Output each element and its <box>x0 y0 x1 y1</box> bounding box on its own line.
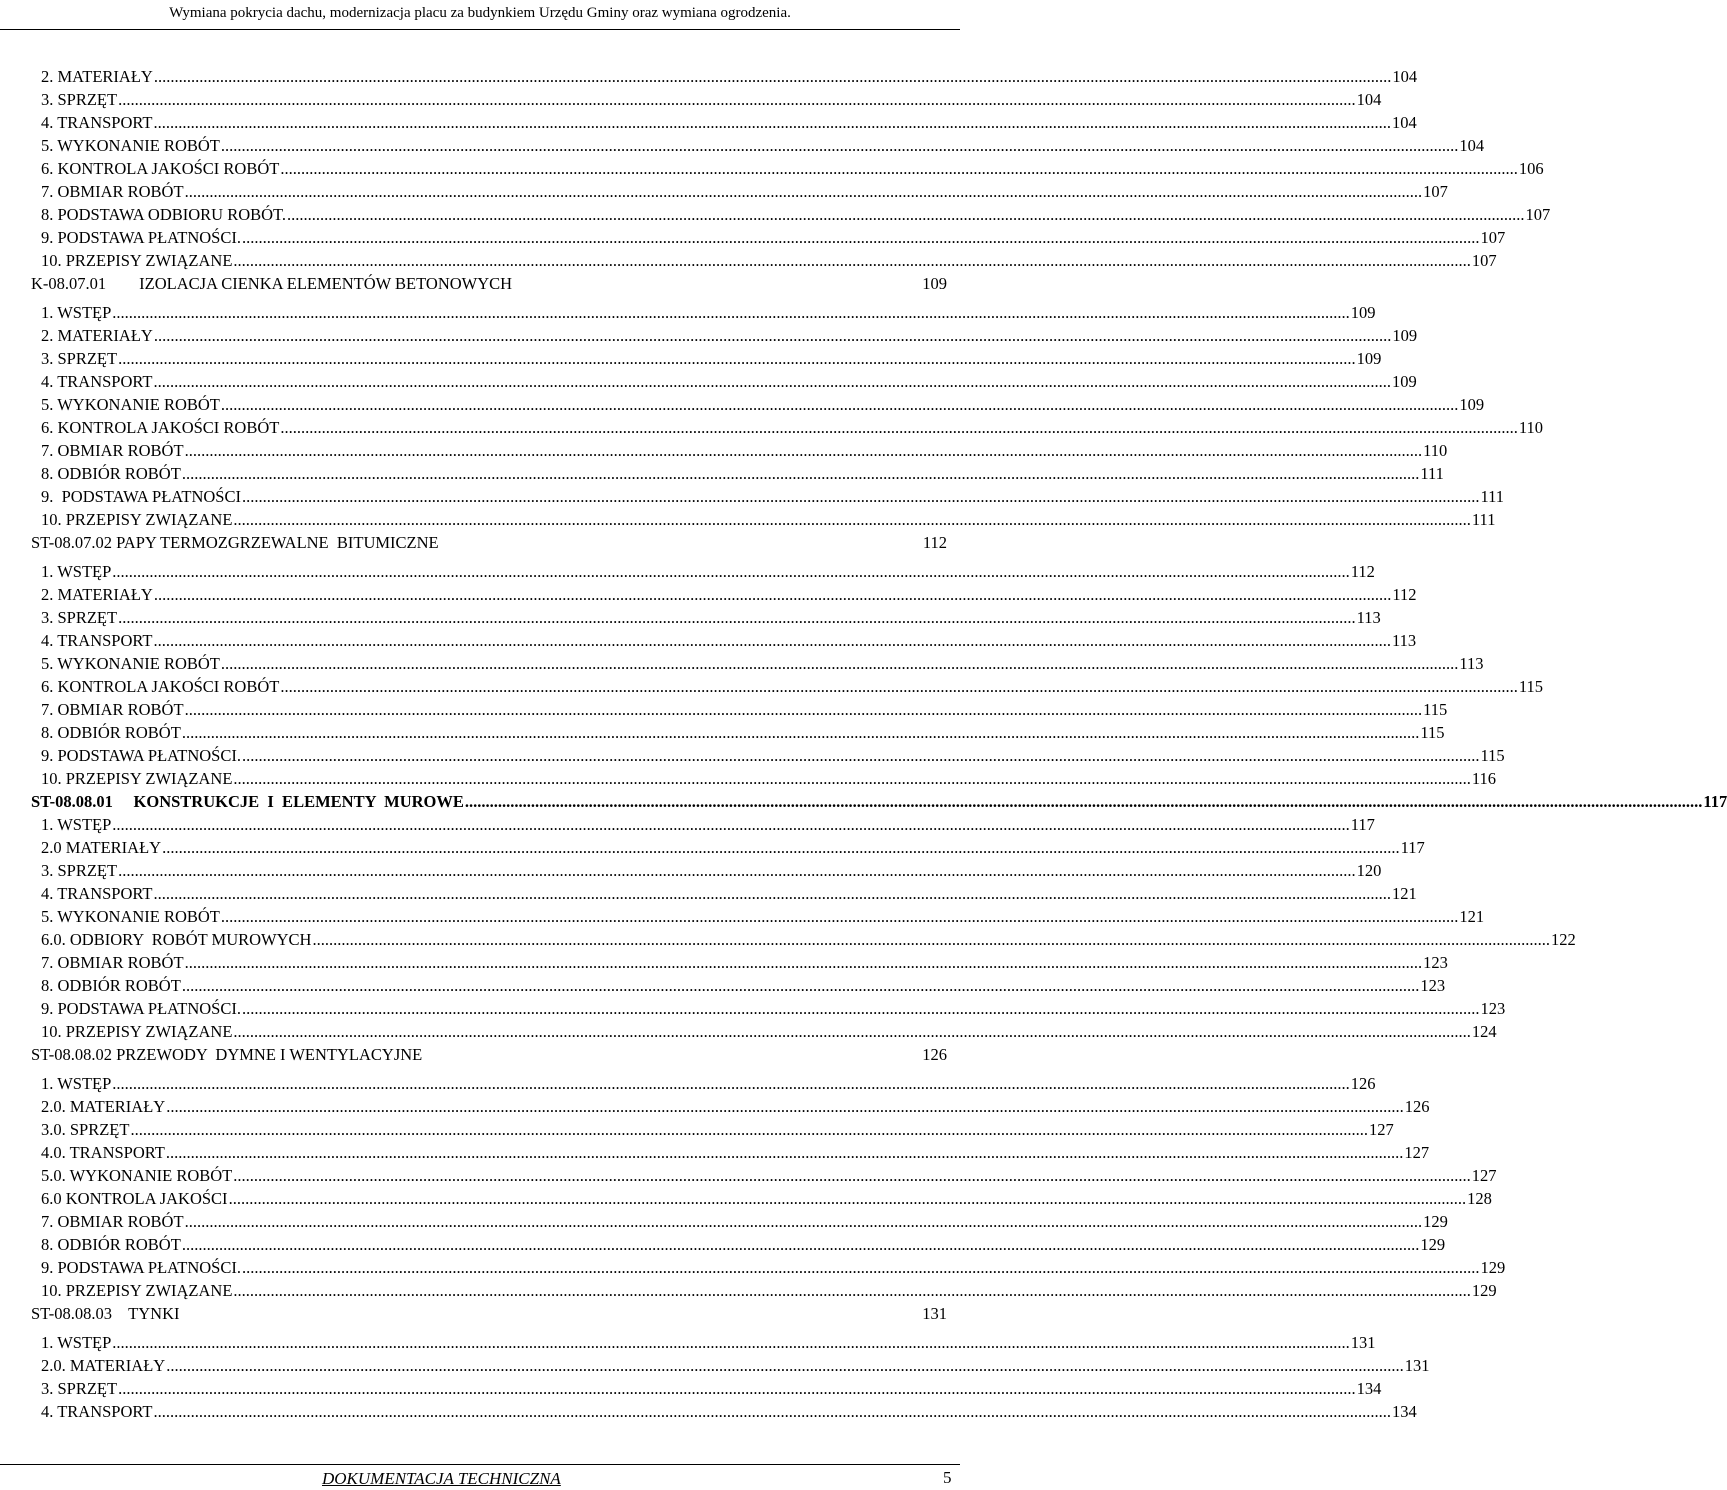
toc-label: 10. PRZEPISY ZWIĄZANE <box>41 251 233 270</box>
toc-leader-dots: ............................................................................................................................................................................................................................................................................................................ <box>184 441 1423 460</box>
toc-label: 4. TRANSPORT <box>41 1402 153 1421</box>
toc-entry <box>41 860 1382 882</box>
toc-entry <box>41 630 1417 652</box>
toc-leader-dots: ............................................................................................................................................................................................................................................................................................................ <box>233 1281 1471 1300</box>
toc-label: 8. PODSTAWA ODBIORU ROBÓT. <box>41 205 287 224</box>
toc-label: 8. ODBIÓR ROBÓT <box>41 464 181 483</box>
toc-leader-dots: ............................................................................................................................................................................................................................................................................................................ <box>181 1235 1420 1254</box>
toc-label: 9. PODSTAWA PŁATNOŚCI. <box>41 228 241 247</box>
toc-label: 1. WSTĘP <box>41 1074 112 1093</box>
toc-label: 2. MATERIAŁY <box>41 585 153 604</box>
toc-page-number: 110 <box>1518 418 1543 437</box>
toc-leader-dots: ............................................................................................................................................................................................................................................................................................................ <box>112 303 1350 322</box>
toc-leader-dots: ............................................................................................................................................................................................................................................................................................................ <box>220 907 1459 926</box>
toc-label: 2.0 MATERIAŁY <box>41 838 162 857</box>
toc-leader-dots: ............................................................................................................................................................................................................................................................................................................ <box>184 953 1423 972</box>
toc-label: 9. PODSTAWA PŁATNOŚCI. <box>41 999 241 1018</box>
toc-leader-dots: ............................................................................................................................................................................................................................................................................................................ <box>130 1120 1368 1139</box>
toc-page-number: 131 <box>1404 1356 1430 1375</box>
toc-page-number: 109 <box>922 274 947 293</box>
toc-page-number: 107 <box>1471 251 1497 270</box>
toc-page-number: 109 <box>1350 303 1376 322</box>
toc-label: 5. WYKONANIE ROBÓT <box>41 395 220 414</box>
toc-page-number: 129 <box>1480 1258 1506 1277</box>
toc-entry <box>41 1401 1417 1423</box>
toc-entry <box>41 1355 1430 1377</box>
toc-entry <box>41 722 1445 744</box>
toc-page-number: 123 <box>1480 999 1506 1018</box>
toc-entry <box>41 1119 1394 1141</box>
toc-section-heading <box>31 1044 947 1066</box>
toc-page-number: 117 <box>1350 815 1375 834</box>
toc-section-heading <box>31 1303 947 1325</box>
toc-label: 9. PODSTAWA PŁATNOŚCI <box>41 487 241 506</box>
toc-page-number: 124 <box>1471 1022 1497 1041</box>
toc-leader-dots: ............................................................................................................................................................................................................................................................................................................ <box>233 251 1471 270</box>
toc-leader-dots: ............................................................................................................................................................................................................................................................................................................ <box>184 700 1423 719</box>
toc-label: 10. PRZEPISY ZWIĄZANE <box>41 1281 233 1300</box>
toc-page-number: 115 <box>1518 677 1543 696</box>
toc-label: 4.0. TRANSPORT <box>41 1143 165 1162</box>
toc-entry <box>41 1234 1446 1256</box>
toc-leader-dots: ............................................................................................................................................................................................................................................................................................................ <box>153 372 1391 391</box>
toc-entry <box>41 607 1381 629</box>
toc-page-number: 104 <box>1356 90 1382 109</box>
toc-label: 3. SPRZĘT <box>41 90 118 109</box>
toc-entry <box>41 1073 1376 1095</box>
toc-section-heading <box>31 791 1727 813</box>
toc-label: 4. TRANSPORT <box>41 631 153 650</box>
toc-page-number: 109 <box>1391 372 1417 391</box>
toc-label: 9. PODSTAWA PŁATNOŚCI. <box>41 746 241 765</box>
toc-entry <box>41 112 1417 134</box>
toc-label: ST-08.07.02 PAPY TERMOZGRZEWALNE BITUMICZNE <box>31 533 439 552</box>
toc-label: 4. TRANSPORT <box>41 113 153 132</box>
toc-entry <box>41 463 1444 485</box>
toc-leader-dots: ............................................................................................................................................................................................................................................................................................................ <box>220 136 1459 155</box>
toc-entry <box>41 1188 1492 1210</box>
toc-leader-dots: ............................................................................................................................................................................................................................................................................................................ <box>464 792 1703 811</box>
toc-label: 7. OBMIAR ROBÓT <box>41 700 184 719</box>
toc-page-number: 107 <box>1525 205 1551 224</box>
toc-label: 7. OBMIAR ROBÓT <box>41 182 184 201</box>
toc-leader-dots: ............................................................................................................................................................................................................................................................................................................ <box>241 746 1480 765</box>
toc-section-heading <box>31 273 947 295</box>
toc-entry <box>41 906 1485 928</box>
toc-entry <box>41 998 1506 1020</box>
toc-label: 1. WSTĘP <box>41 562 112 581</box>
toc-leader-dots: ............................................................................................................................................................................................................................................................................................................ <box>181 976 1420 995</box>
toc-leader-dots: ............................................................................................................................................................................................................................................................................................................ <box>118 1379 1356 1398</box>
toc-page-number: 106 <box>1518 159 1544 178</box>
toc-entry <box>41 486 1504 508</box>
toc-leader-dots: ............................................................................................................................................................................................................................................................................................................ <box>165 1143 1404 1162</box>
toc-entry <box>41 302 1376 324</box>
toc-entry <box>41 1096 1430 1118</box>
toc-label: 10. PRZEPISY ZWIĄZANE <box>41 769 233 788</box>
toc-leader-dots: ............................................................................................................................................................................................................................................................................................................ <box>112 1333 1350 1352</box>
toc-page-number: 116 <box>1471 769 1497 788</box>
toc-label: 5. WYKONANIE ROBÓT <box>41 907 220 926</box>
toc-page-number: 113 <box>1391 631 1417 650</box>
toc-entry <box>41 653 1484 675</box>
toc-label: 6. KONTROLA JAKOŚCI ROBÓT <box>41 418 280 437</box>
toc-leader-dots: ............................................................................................................................................................................................................................................................................................................ <box>280 677 1518 696</box>
toc-page-number: 127 <box>1368 1120 1394 1139</box>
toc-page-number: 123 <box>1420 976 1446 995</box>
toc-entry <box>41 1211 1448 1233</box>
toc-page-number: 111 <box>1420 464 1444 483</box>
toc-label: 10. PRZEPISY ZWIĄZANE <box>41 510 233 529</box>
toc-label: 8. ODBIÓR ROBÓT <box>41 1235 181 1254</box>
toc-entry <box>41 227 1506 249</box>
toc-entry <box>41 158 1544 180</box>
toc-entry <box>41 509 1496 531</box>
toc-entry <box>41 250 1497 272</box>
toc-entry <box>41 768 1497 790</box>
toc-label: 1. WSTĘP <box>41 303 112 322</box>
toc-page-number: 113 <box>1459 654 1484 673</box>
toc-section-heading <box>31 532 947 554</box>
toc-entry <box>41 975 1446 997</box>
toc-leader-dots: ............................................................................................................................................................................................................................................................................................................ <box>220 654 1459 673</box>
toc-page-number: 134 <box>1356 1379 1382 1398</box>
footer-label: DOKUMENTACJA TECHNICZNA <box>322 1469 561 1488</box>
toc-label: 5. WYKONANIE ROBÓT <box>41 654 220 673</box>
toc-leader-dots: ............................................................................................................................................................................................................................................................................................................ <box>166 1356 1404 1375</box>
page-number: 5 <box>943 1468 952 1487</box>
toc-label: 3.0. SPRZĘT <box>41 1120 130 1139</box>
toc-leader-dots: ............................................................................................................................................................................................................................................................................................................ <box>118 349 1356 368</box>
toc-entry <box>41 1378 1382 1400</box>
toc-page-number: 126 <box>1404 1097 1430 1116</box>
toc-entry <box>41 929 1576 951</box>
toc-label: 7. OBMIAR ROBÓT <box>41 1212 184 1231</box>
toc-entry <box>41 1165 1497 1187</box>
toc-page-number: 109 <box>1356 349 1382 368</box>
toc-page-number: 123 <box>1423 953 1448 972</box>
toc-label: 2. MATERIAŁY <box>41 67 153 86</box>
footer-divider <box>0 1464 960 1465</box>
toc-page-number: 104 <box>1459 136 1485 155</box>
toc-entry <box>41 676 1543 698</box>
toc-leader-dots: ............................................................................................................................................................................................................................................................................................................ <box>118 608 1356 627</box>
toc-entry <box>41 89 1382 111</box>
toc-label: 7. OBMIAR ROBÓT <box>41 441 184 460</box>
toc-leader-dots: ............................................................................................................................................................................................................................................................................................................ <box>280 418 1518 437</box>
toc-page-number: 129 <box>1420 1235 1446 1254</box>
header-divider <box>0 29 960 30</box>
toc-page-number: 128 <box>1467 1189 1492 1208</box>
toc-page-number: 111 <box>1480 487 1504 506</box>
toc-label: 3. SPRZĘT <box>41 349 118 368</box>
toc-page-number: 112 <box>1392 585 1417 604</box>
toc-page-number: 109 <box>1459 395 1485 414</box>
toc-page-number: 121 <box>1391 884 1417 903</box>
toc-label: 4. TRANSPORT <box>41 884 153 903</box>
toc-page-number: 126 <box>922 1045 947 1064</box>
toc-label: 8. ODBIÓR ROBÓT <box>41 723 181 742</box>
toc-entry <box>41 204 1551 226</box>
toc-entry <box>41 1142 1430 1164</box>
toc-leader-dots: ............................................................................................................................................................................................................................................................................................................ <box>153 631 1391 650</box>
toc-leader-dots: ............................................................................................................................................................................................................................................................................................................ <box>166 1097 1404 1116</box>
toc-page-number: 111 <box>1471 510 1496 529</box>
toc-entry <box>41 325 1418 347</box>
toc-entry <box>41 348 1382 370</box>
toc-leader-dots: ............................................................................................................................................................................................................................................................................................................ <box>184 182 1423 201</box>
toc-leader-dots: ............................................................................................................................................................................................................................................................................................................ <box>153 67 1392 86</box>
toc-label: 3. SPRZĘT <box>41 861 118 880</box>
toc-label: 2.0. MATERIAŁY <box>41 1356 166 1375</box>
toc-page-number: 121 <box>1459 907 1485 926</box>
toc-page-number: 129 <box>1423 1212 1448 1231</box>
toc-entry <box>41 699 1448 721</box>
toc-leader-dots: ............................................................................................................................................................................................................................................................................................................ <box>220 395 1459 414</box>
toc-entry <box>41 371 1417 393</box>
toc-entry <box>41 1332 1376 1354</box>
toc-page-number: 117 <box>1703 792 1727 811</box>
toc-page-number: 120 <box>1356 861 1382 880</box>
toc-page-number: 104 <box>1392 67 1418 86</box>
toc-entry <box>41 1021 1497 1043</box>
toc-page-number: 107 <box>1480 228 1506 247</box>
toc-leader-dots: ............................................................................................................................................................................................................................................................................................................ <box>233 1022 1471 1041</box>
toc-label: 5. WYKONANIE ROBÓT <box>41 136 220 155</box>
toc-leader-dots: ............................................................................................................................................................................................................................................................................................................ <box>153 326 1392 345</box>
toc-label: 6.0 KONTROLA JAKOŚCI <box>41 1189 228 1208</box>
toc-page-number: 126 <box>1350 1074 1376 1093</box>
toc-label: ST-08.08.03 TYNKI <box>31 1304 180 1323</box>
toc-leader-dots: ............................................................................................................................................................................................................................................................................................................ <box>153 585 1392 604</box>
toc-entry <box>41 417 1543 439</box>
toc-page-number: 131 <box>922 1304 947 1323</box>
toc-page-number: 122 <box>1550 930 1576 949</box>
toc-leader-dots: ............................................................................................................................................................................................................................................................................................................ <box>241 1258 1480 1277</box>
toc-page-number: 104 <box>1391 113 1417 132</box>
toc-entry <box>41 814 1375 836</box>
toc-label: 1. WSTĘP <box>41 1333 112 1352</box>
toc-leader-dots: ............................................................................................................................................................................................................................................................................................................ <box>287 205 1525 224</box>
toc-label: 6.0. ODBIORY ROBÓT MUROWYCH <box>41 930 312 949</box>
toc-entry <box>41 1257 1506 1279</box>
toc-label: 2. MATERIAŁY <box>41 326 153 345</box>
toc-leader-dots: ............................................................................................................................................................................................................................................................................................................ <box>112 1074 1350 1093</box>
page-header: Wymiana pokrycia dachu, modernizacja placu za budynkiem Urzędu Gminy oraz wymiana ogrodzenia. <box>169 5 791 21</box>
toc-leader-dots: ............................................................................................................................................................................................................................................................................................................ <box>312 930 1550 949</box>
toc-page-number: 127 <box>1404 1143 1430 1162</box>
toc-leader-dots: ............................................................................................................................................................................................................................................................................................................ <box>233 1166 1471 1185</box>
toc-page-number: 129 <box>1471 1281 1497 1300</box>
toc-page-number: 117 <box>1400 838 1425 857</box>
toc-leader-dots: ............................................................................................................................................................................................................................................................................................................ <box>228 1189 1467 1208</box>
toc-leader-dots: ............................................................................................................................................................................................................................................................................................................ <box>118 90 1356 109</box>
toc-entry <box>41 181 1448 203</box>
toc-page-number: 109 <box>1392 326 1418 345</box>
toc-page-number: 127 <box>1471 1166 1497 1185</box>
toc-leader-dots: ............................................................................................................................................................................................................................................................................................................ <box>241 999 1480 1018</box>
toc-leader-dots: ............................................................................................................................................................................................................................................................................................................ <box>184 1212 1423 1231</box>
toc-leader-dots: ............................................................................................................................................................................................................................................................................................................ <box>233 510 1471 529</box>
toc-page-number: 107 <box>1423 182 1448 201</box>
toc-entry <box>41 1280 1497 1302</box>
toc-leader-dots: ............................................................................................................................................................................................................................................................................................................ <box>153 1402 1391 1421</box>
toc-label: 8. ODBIÓR ROBÓT <box>41 976 181 995</box>
toc-leader-dots: ............................................................................................................................................................................................................................................................................................................ <box>153 113 1391 132</box>
toc-label: 2.0. MATERIAŁY <box>41 1097 166 1116</box>
toc-leader-dots: ............................................................................................................................................................................................................................................................................................................ <box>162 838 1400 857</box>
toc-leader-dots: ............................................................................................................................................................................................................................................................................................................ <box>181 464 1420 483</box>
toc-page-number: 112 <box>1350 562 1375 581</box>
toc-page-number: 110 <box>1423 441 1448 460</box>
toc-label: K-08.07.01 IZOLACJA CIENKA ELEMENTÓW BETONOWYCH <box>31 274 513 293</box>
toc-entry <box>41 837 1425 859</box>
toc-label: 1. WSTĘP <box>41 815 112 834</box>
toc-label: 3. SPRZĘT <box>41 1379 118 1398</box>
toc-label: 7. OBMIAR ROBÓT <box>41 953 184 972</box>
toc-page-number: 134 <box>1391 1402 1417 1421</box>
toc-label: 3. SPRZĘT <box>41 608 118 627</box>
toc-label: 10. PRZEPISY ZWIĄZANE <box>41 1022 233 1041</box>
toc-page-number: 112 <box>922 533 947 552</box>
toc-label: 6. KONTROLA JAKOŚCI ROBÓT <box>41 677 280 696</box>
toc-page-number: 115 <box>1480 746 1505 765</box>
toc-leader-dots: ............................................................................................................................................................................................................................................................................................................ <box>118 861 1356 880</box>
toc-label: 6. KONTROLA JAKOŚCI ROBÓT <box>41 159 280 178</box>
toc-leader-dots: ............................................................................................................................................................................................................................................................................................................ <box>241 487 1480 506</box>
toc-entry <box>41 883 1417 905</box>
toc-leader-dots: ............................................................................................................................................................................................................................................................................................................ <box>233 769 1471 788</box>
toc-leader-dots: ............................................................................................................................................................................................................................................................................................................ <box>153 884 1391 903</box>
toc-entry <box>41 135 1485 157</box>
toc-entry <box>41 561 1375 583</box>
toc-label: 9. PODSTAWA PŁATNOŚCI. <box>41 1258 241 1277</box>
toc-leader-dots: ............................................................................................................................................................................................................................................................................................................ <box>181 723 1420 742</box>
toc-entry <box>41 394 1485 416</box>
toc-leader-dots: ............................................................................................................................................................................................................................................................................................................ <box>112 815 1350 834</box>
toc-label: ST-08.08.02 PRZEWODY DYMNE I WENTYLACYJNE <box>31 1045 423 1064</box>
toc-label: ST-08.08.01 KONSTRUKCJE I ELEMENTY MUROWE <box>31 792 464 811</box>
toc-label: 4. TRANSPORT <box>41 372 153 391</box>
toc-entry <box>41 952 1448 974</box>
toc-leader-dots: ............................................................................................................................................................................................................................................................................................................ <box>280 159 1518 178</box>
toc-page-number: 115 <box>1423 700 1448 719</box>
toc-page-number: 131 <box>1350 1333 1376 1352</box>
toc-leader-dots: ............................................................................................................................................................................................................................................................................................................ <box>112 562 1350 581</box>
toc-leader-dots: ............................................................................................................................................................................................................................................................................................................ <box>241 228 1480 247</box>
toc-entry <box>41 584 1417 606</box>
toc-page-number: 115 <box>1420 723 1445 742</box>
toc-entry <box>41 440 1448 462</box>
toc-entry <box>41 745 1505 767</box>
toc-entry <box>41 66 1418 88</box>
toc-page-number: 113 <box>1356 608 1381 627</box>
toc-label: 5.0. WYKONANIE ROBÓT <box>41 1166 233 1185</box>
